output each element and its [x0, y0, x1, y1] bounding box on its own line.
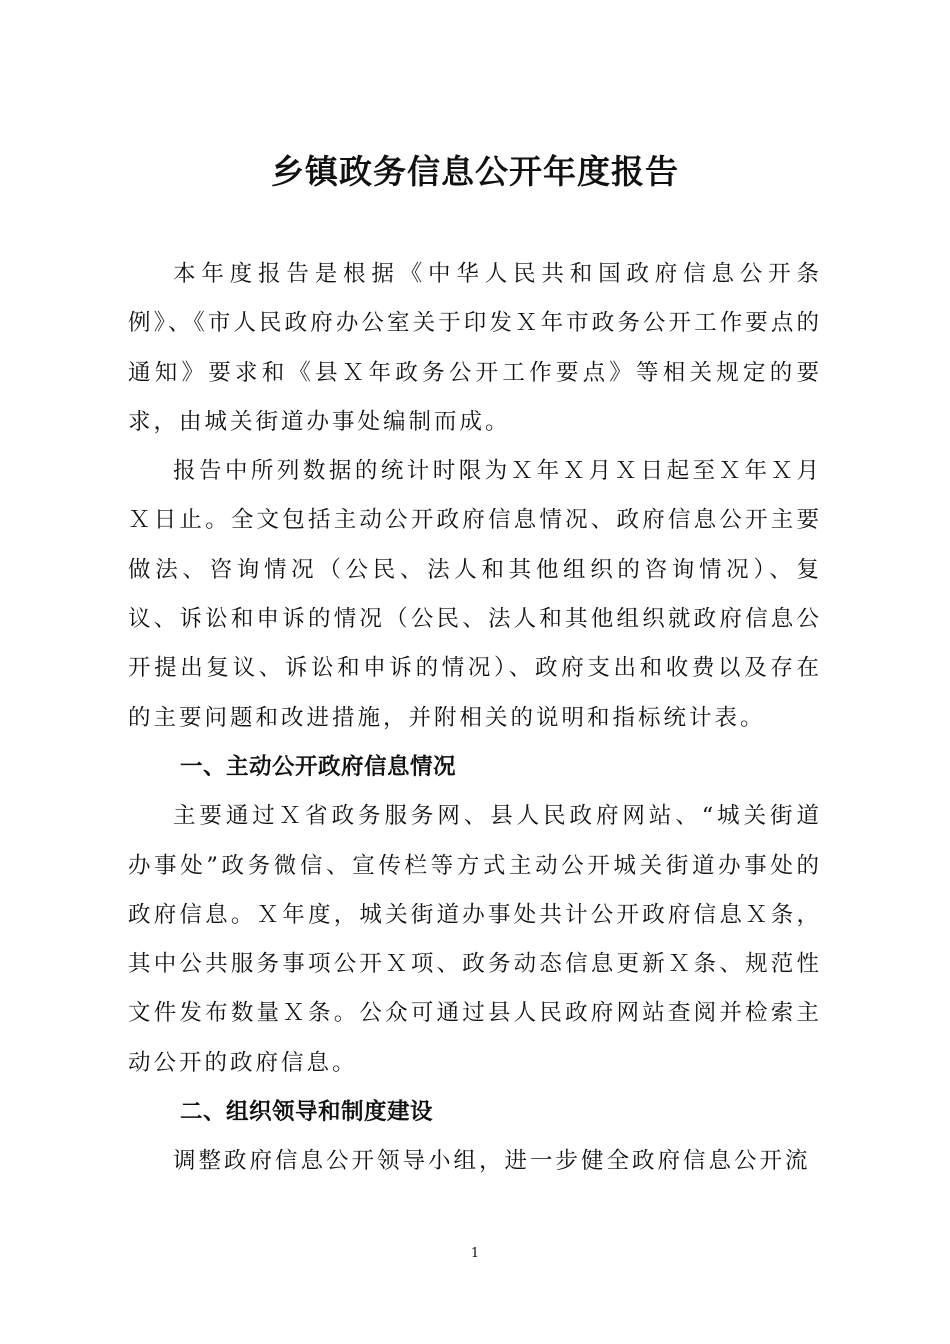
section-heading-1: 一、主动公开政府信息情况 [180, 753, 457, 780]
section-heading-2: 二、组织领导和制度建设 [180, 1099, 434, 1126]
document-title: 乡镇政务信息公开年度报告 [271, 152, 679, 191]
document-body [128, 250, 822, 1187]
paragraph-scope: 报告中所列数据的统计时限为Ｘ年Ｘ月Ｘ日起至Ｘ年Ｘ月Ｘ日止。全文包括主动公开政府信息情况、政府信息公开主要做法、咨询情况（公民、法人和其他组织的咨询情况）、复议、诉讼和申诉的情况（公民、法人和其他组织就政府信息公开提出复议、诉讼和申诉的情况）、政府支出和收费以及存在的主要问题和改进措施，并附相关的说明和指标统计表。 [128, 458, 822, 731]
page-number: 1 [470, 1246, 480, 1261]
paragraph-section-2: 调整政府信息公开领导小组，进一步健全政府信息公开流 [173, 1148, 811, 1175]
paragraph-intro: 本年度报告是根据《中华人民共和国政府信息公开条例》、《市人民政府办公室关于印发Ｘ年市政务公开工作要点的通知》要求和《县Ｘ年政务公开工作要点》等相关规定的要求，由城关街道办事处编制而成。 [128, 261, 822, 435]
paragraph-section-1: 主要通过Ｘ省政务服务网、县人民政府网站、“城关街道办事处”政务微信、宣传栏等方式主动公开城关街道办事处的政府信息。Ｘ年度，城关街道办事处共计公开政府信息Ｘ条，其中公共服务事项公开Ｘ项、政务动态信息更新Ｘ条、规范性文件发布数量Ｘ条。公众可通过县人民政府网站查阅并检索主动公开的政府信息。 [128, 803, 822, 1076]
